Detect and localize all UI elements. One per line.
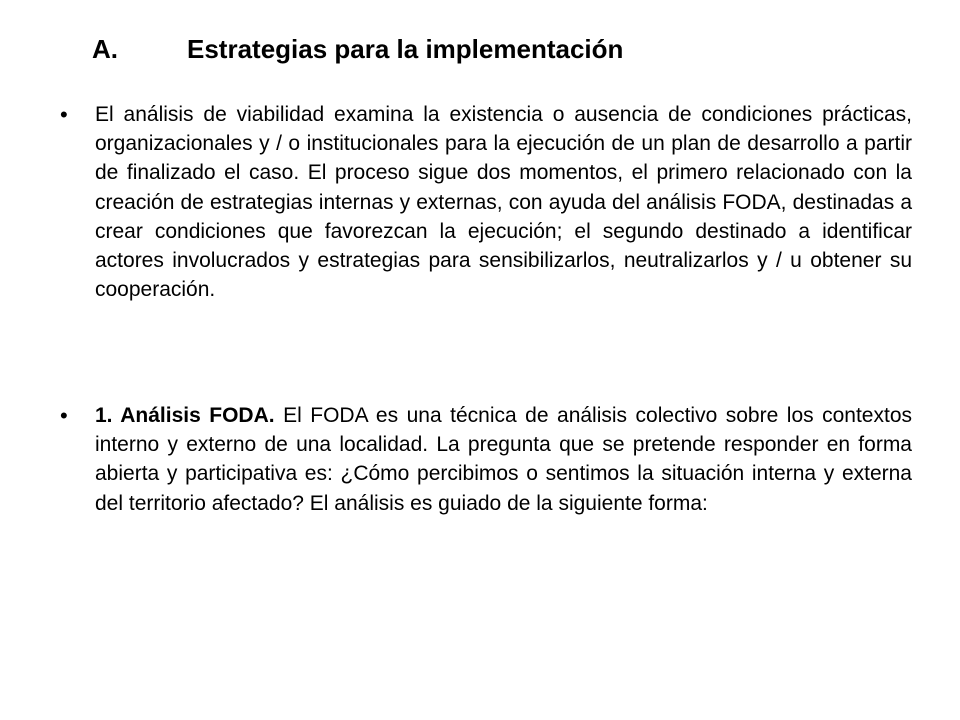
bullet-text-viability: El análisis de viabilidad examina la existencia o ausencia de condiciones prácticas, organizacionales y / o institucionales para la ejecución de un plan de desarrollo a partir de finalizado el caso. El proceso sigue dos momentos, el primero relacionado con la creación de estrategias internas y externas, con ayuda del análisis FODA, destinadas a crear condiciones que favorezcan la ejecución; el segundo destinado a identificar actores involucrados y estrategias para sensibilizarlos, neutralizarlos y / u obtener su cooperación. xyxy=(95,103,912,302)
title-number: A. xyxy=(92,34,118,64)
title-text: Estrategias para la implementación xyxy=(187,34,624,64)
bullet-item-foda xyxy=(60,401,912,518)
bullet-icon: • xyxy=(60,102,68,127)
foda-heading: 1. Análisis FODA. xyxy=(95,404,275,427)
bullet-item-viability xyxy=(60,100,912,304)
bullet-icon: • xyxy=(60,403,68,428)
foda-body: El FODA es una técnica de análisis colectivo sobre los contextos interno y externo de una localidad. La pregunta que se pretende responder en forma abierta y participativa es: ¿Cómo percibimos o sentimos la situación interna y externa del territorio afectado? El análisis es guiado de la siguiente forma: xyxy=(95,404,913,515)
bullet-text-foda xyxy=(95,401,912,518)
slide-title xyxy=(92,34,623,65)
